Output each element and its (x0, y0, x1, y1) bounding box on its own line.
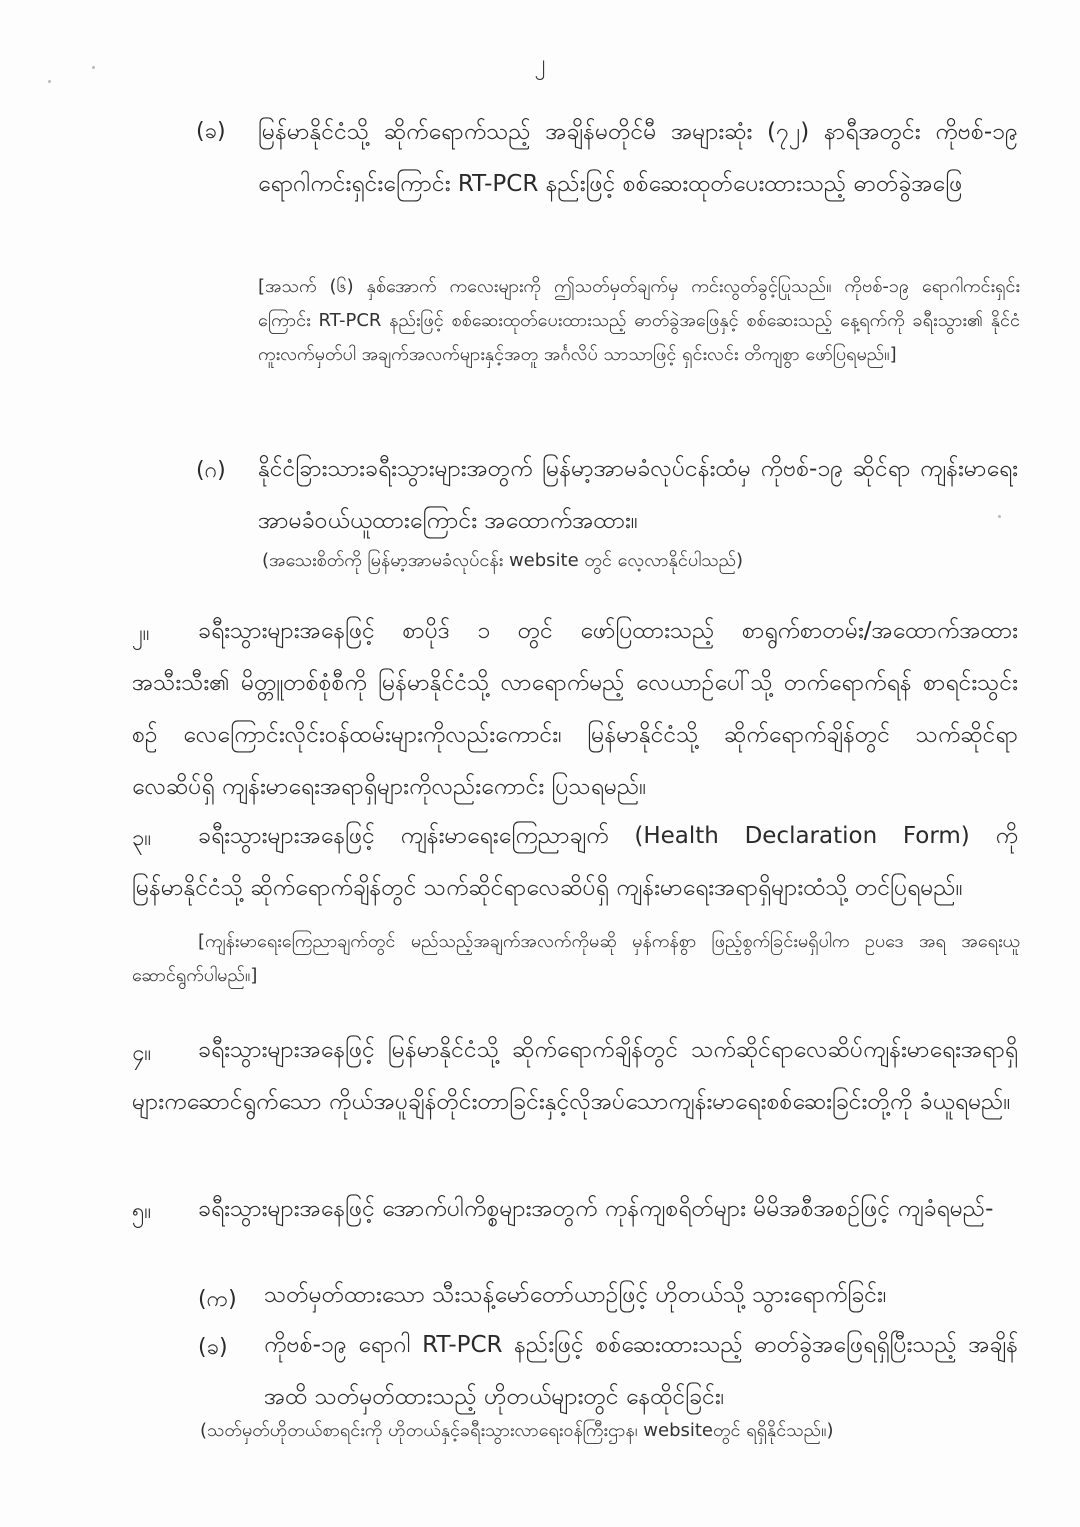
paragraph-4-text: ခရီးသွားများအနေဖြင့် မြန်မာနိုင်ငံသို့ ဆိုက်ရောက်ချိန်တွင် သက်ဆိုင်ရာလေဆိပ်ကျန်းမာရေးအရာရှိများကဆောင်ရွက်သော ကိုယ်အပူချိန်တိုင်းတာခြင်းနှင့်လိုအပ်သောကျန်းမာရေးစစ်ဆေးခြင်းတို့ကို ခံယူရမည်။ (132, 1037, 1018, 1115)
paragraph-2-text: ခရီးသွားများအနေဖြင့် စာပိုဒ် ၁ တွင် ဖော်ပြထားသည့် စာရွက်စာတမ်း/အထောက်အထား အသီးသီး၏ မိတ္တူတစ်စုံစီကို မြန်မာနိုင်ငံသို့ လာရောက်မည့် လေယာဉ်ပေါ်သို့ တက်ရောက်ရန် စာရင်းသွင်းစဉ် လေကြောင်းလိုင်းဝန်ထမ်းများကိုလည်းကောင်း၊ မြန်မာနိုင်ငံသို့ ဆိုက်ရောက်ချိန်တွင် သက်ဆိုင်ရာ လေဆိပ်ရှိ ကျန်းမာရေးအရာရှိများကိုလည်းကောင်း ပြသရမည်။ (132, 618, 1018, 800)
paragraph-number-3: ၃။ (132, 826, 152, 851)
paragraph-number-5: ၅။ (132, 1199, 152, 1224)
scan-speck (48, 80, 51, 83)
paragraph-number-4: ၄။ (132, 1041, 152, 1066)
page-number: ၂ (534, 51, 546, 76)
sub-item-text-kha: ကိုဗစ်-၁၉ ရောဂါ RT-PCR နည်းဖြင့် စစ်ဆေးထားသည့် ဓာတ်ခွဲအဖြေရရှိပြီးသည့် အချိန်အထိ သတ်မှတ်ထားသည့် ဟိုတယ်များတွင် နေထိုင်ခြင်း၊ (264, 1332, 1018, 1410)
item-text-ga: နိုင်ငံခြားသားခရီးသွားများအတွက် မြန်မာ့အာမခံလုပ်ငန်းထံမှ ကိုဗစ်-၁၉ ဆိုင်ရာ ကျန်းမာရေး အာမခံဝယ်ယူထားကြောင်း အထောက်အထား။ (258, 456, 1018, 534)
paragraph-3-text: ခရီးသွားများအနေဖြင့် ကျန်းမာရေးကြေညာချက် (Health Declaration Form) ကို မြန်မာနိုင်ငံသို့ ဆိုက်ရောက်ချိန်တွင် သက်ဆိုင်ရာလေဆိပ်ရှိ ကျန်းမာရေးအရာရှိများထံသို့ တင်ပြရမည်။ (132, 823, 1018, 901)
sub-item-label-kha: (ခ) (198, 1335, 228, 1360)
paragraph-3-note: [ကျန်းမာရေးကြေညာချက်တွင် မည်သည့်အချက်အလက်ကိုမဆို မှန်ကန်စွာ ဖြည့်စွက်ခြင်းမရှိပါက ဥပဒေ အရ အရေးယူဆောင်ရွက်ပါမည်။] (132, 931, 1020, 986)
item-label-ga: (ဂ) (196, 458, 226, 483)
item-label-kha: (ခ) (196, 119, 226, 144)
item-note-ga: (အသေးစိတ်ကို မြန်မာ့အာမခံလုပ်ငန်း website တွင် လေ့လာနိုင်ပါသည်) (262, 550, 744, 571)
paragraph-5-note: (သတ်မှတ်ဟိုတယ်စာရင်းကို ဟိုတယ်နှင့်ခရီးသွားလာရေးဝန်ကြီးဌာန၊ websiteတွင် ရရှိနိုင်သည်။) (200, 1420, 834, 1441)
paragraph-number-2: ၂။ (132, 621, 150, 646)
paragraph-5-text: ခရီးသွားများအနေဖြင့် အောက်ပါကိစ္စများအတွက် ကုန်ကျစရိတ်များ မိမိအစီအစဉ်ဖြင့် ကျခံရမည်- (198, 1196, 994, 1222)
item-note-kha: [အသက် (၆) နှစ်အောက် ကလေးများကို ဤသတ်မှတ်ချက်မှ ကင်းလွတ်ခွင့်ပြုသည်။ ကိုဗစ်-၁၉ ရောဂါကင်းရှင်းကြောင်း RT-PCR နည်းဖြင့် စစ်ဆေးထုတ်ပေးထားသည့် ဓာတ်ခွဲအဖြေနှင့် စစ်ဆေးသည့် နေ့ရက်ကို ခရီးသွား၏ နိုင်ငံကူးလက်မှတ်ပါ အချက်အလက်များနှင့်အတူ အင်္ဂလိပ် သာသာဖြင့် ရှင်းလင်း တိကျစွာ ဖော်ပြရမည်။] (258, 276, 1020, 365)
sub-item-text-ka: သတ်မှတ်ထားသော သီးသန့်မော်တော်ယာဉ်ဖြင့် ဟိုတယ်သို့ သွားရောက်ခြင်း၊ (264, 1282, 887, 1308)
item-text-kha: မြန်မာနိုင်ငံသို့ ဆိုက်ရောက်သည့် အချိန်မတိုင်မီ အများဆုံး (၇၂) နာရီအတွင်း ကိုဗစ်-၁၉ ရောဂါကင်းရှင်းကြောင်း RT-PCR နည်းဖြင့် စစ်ဆေးထုတ်ပေးထားသည့် ဓာတ်ခွဲအဖြေ (258, 119, 1018, 197)
scan-speck (92, 66, 95, 69)
sub-item-label-ka: (က) (198, 1287, 237, 1312)
scan-speck (998, 515, 1001, 518)
